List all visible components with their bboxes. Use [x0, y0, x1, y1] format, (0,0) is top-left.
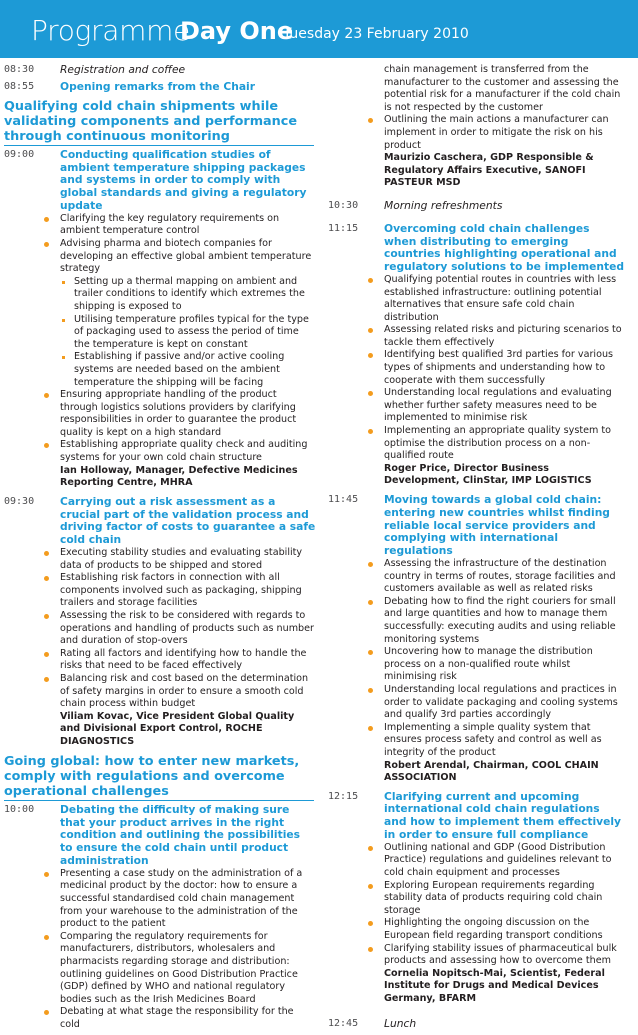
- session-1030: [324, 200, 624, 213]
- session-1000-continued: [324, 64, 624, 190]
- session-title: Carrying out a risk assessment as a crucial part of the validation process and driving factor of costs to guarantee a safe cold chain: [60, 494, 316, 547]
- bullet-list: [60, 868, 316, 1032]
- session-0855: [0, 81, 316, 94]
- session-title: Moving towards a global cold chain: entering new countries whilst finding reliable local service providers and complying with international regulations: [384, 493, 610, 558]
- bullet-item: Assessing the risk to be considered with regards to operations and handling of products such as number and duration of stop-overs: [44, 610, 316, 648]
- session-time: 10:00: [4, 803, 35, 815]
- bullet-list: [60, 547, 316, 711]
- session-title: Registration and coffee: [60, 63, 186, 76]
- bullet-item: Assessing the infrastructure of the destination country in terms of routes, storage facilities and customers available as well as related risks: [368, 558, 624, 596]
- header-day: Day One: [180, 17, 294, 45]
- speaker: Ian Holloway, Manager, Defective Medicines Reporting Centre, MHRA: [60, 464, 298, 489]
- bullet-item: Uncovering how to manage the distribution process on a non-qualified route whilst minimising risk: [368, 646, 624, 684]
- continued-text: chain management is transferred from the manufacturer to the customer and assessing the potential risk for a manufacturer if the cold chain is not respected by the customer: [384, 64, 621, 113]
- sub-item: Establishing if passive and/or active cooling systems are needed based on the ambient temperature the shipping will be facing: [60, 351, 316, 389]
- bullet-item: Clarifying the key regulatory requirements on ambient temperature control: [44, 213, 316, 238]
- bullet-item: Presenting a case study on the administration of a medicinal product by the doctor: how to ensure a successful standardised cold chain management from your warehouse to the administration of the product to the patient: [44, 868, 316, 931]
- session-0830: [0, 64, 316, 77]
- sub-list: [60, 276, 316, 389]
- bullet-item: Implementing an appropriate quality system to optimise the distribution process on a non-qualified route: [368, 425, 624, 463]
- bullet-item: Understanding local regulations and practices in order to validate packaging and cooling systems and qualify 3rd parties accordingly: [368, 684, 624, 722]
- session-title: Morning refreshments: [384, 198, 503, 212]
- session-1000: [0, 804, 316, 1032]
- session-1215: [324, 791, 624, 1006]
- bullet-item: Ensuring appropriate handling of the product through logistics solutions providers by clarifying responsibilities in order to guarantee the product quality is kept on a high standard: [44, 389, 316, 439]
- session-time: 10:30: [328, 199, 359, 211]
- left-column: [0, 64, 316, 1035]
- bullet-item: Exploring European requirements regarding stability data of products requiring cold chain storage: [368, 880, 624, 918]
- bullet-item: Debating how to find the right couriers for small and large quantities and how to manage them successfully: executing audits and using reliable monitoring systems: [368, 596, 624, 646]
- bullet-item: Outlining national and GDP (Good Distribution Practice) regulations and guidelines relevant to cold chain equipment and processes: [368, 842, 624, 880]
- header-programme: Programme: [31, 14, 190, 47]
- session-title: Opening remarks from the Chair: [60, 79, 255, 93]
- bullet-item: Balancing risk and cost based on the determination of safety margins in order to ensure a smooth cold chain process within budget: [44, 673, 316, 711]
- bullet-item: Implementing a simple quality system that ensures process safety and control as well as integrity of the product: [368, 722, 624, 760]
- section-title: Going global: how to enter new markets, comply with regulations and overcome operational challenges: [4, 754, 314, 801]
- bullet-item: Highlighting the ongoing discussion on the European field regarding transport conditions: [368, 917, 624, 942]
- bullet-list: [60, 213, 316, 465]
- session-time: 08:30: [4, 64, 35, 75]
- session-title: Lunch: [384, 1016, 417, 1030]
- header-date: Tuesday 23 February 2010: [283, 26, 469, 42]
- session-time: 08:55: [4, 80, 35, 92]
- session-title: Overcoming cold chain challenges when distributing to emerging countries highlighting operational and regulatory solutions to be implemented: [384, 221, 624, 274]
- sub-item: Utilising temperature profiles typical for the type of packaging used to assess the period of time the temperature is kept on constant: [60, 314, 316, 352]
- speaker: Roger Price, Director Business Development, ClinStar, IMP LOGISTICS: [384, 462, 592, 487]
- bullet-list: [384, 842, 624, 968]
- session-title: Clarifying current and upcoming international cold chain regulations and how to implement them effectively in order to ensure full compliance: [384, 789, 622, 842]
- bullet-item: Assessing related risks and picturing scenarios to tackle them effectively: [368, 324, 624, 349]
- sub-item: Setting up a thermal mapping on ambient and trailer conditions to identify which extremes the shipping is exposed to: [60, 276, 316, 314]
- bullet-item: [44, 238, 316, 389]
- session-time: 12:45: [328, 1017, 359, 1029]
- bullet-list: [384, 114, 624, 152]
- bullet-list: [384, 274, 624, 463]
- session-1245: [324, 1018, 624, 1031]
- session-1115: [324, 223, 624, 488]
- session-time: 09:00: [4, 148, 35, 160]
- bullet-item: Qualifying potential routes in countries with less established infrastructure: outlining potential alternatives that ensure safe cold chain distribution: [368, 274, 624, 324]
- session-0930: [0, 496, 316, 749]
- speaker: Maurizio Caschera, GDP Responsible & Regulatory Affairs Executive, SANOFI PASTEUR MSD: [384, 152, 594, 189]
- session-1145: [324, 494, 624, 785]
- bullet-item: Debating at what stage the responsibility for the cold: [44, 1006, 316, 1031]
- speaker: Cornelia Nopitsch-Mai, Scientist, Federal Institute for Drugs and Medical Devices Germany, BFARM: [384, 967, 605, 1004]
- section-title: Qualifying cold chain shipments while validating components and performance through continuous monitoring: [4, 99, 314, 146]
- session-0900: [0, 149, 316, 490]
- session-title: Debating the difficulty of making sure that your product arrives in the right condition and outlining the possibilities to ensure the cold chain until product administration: [60, 802, 300, 867]
- bullet-list: [384, 558, 624, 760]
- bullet-item: Establishing appropriate quality check and auditing systems for your own cold chain structure: [44, 439, 316, 464]
- session-time: 12:15: [328, 790, 359, 802]
- bullet-item: Identifying best qualified 3rd parties for various types of shipments and understanding how to cooperate with them successfully: [368, 349, 624, 387]
- session-time: 11:45: [328, 494, 359, 506]
- session-title: Conducting qualification studies of ambient temperature shipping packages and systems in order to comply with global standards and giving a regulatory update: [60, 147, 307, 212]
- speaker: Viliam Kovac, Vice President Global Quality and Divisional Export Control, ROCHE DIAGNOSTICS: [60, 710, 295, 747]
- bullet-item: Outlining the main actions a manufacturer can implement in order to mitigate the risk on his product: [368, 114, 624, 152]
- speaker: Robert Arendal, Chairman, COOL CHAIN ASSOCIATION: [384, 759, 599, 784]
- right-column: [324, 64, 624, 1034]
- bullet-item: Executing stability studies and evaluating stability data of products to be shipped and stored: [44, 547, 316, 572]
- page-header: [0, 0, 638, 58]
- bullet-item: Rating all factors and identifying how to handle the risks that need to be faced effectively: [44, 648, 316, 673]
- session-time: 11:15: [328, 222, 359, 234]
- bullet-item: Understanding local regulations and evaluating whether further safety measures need to be implemented to minimise risk: [368, 387, 624, 425]
- bullet-item: Clarifying stability issues of pharmaceutical bulk products and assessing how to overcome them: [368, 943, 624, 968]
- bullet-item: Comparing the regulatory requirements for manufacturers, distributors, wholesalers and pharmacists regarding storage and distribution: outlining guidelines on Good Distribution Practice (GDP) defined by WHO and national regulatory bodies such as the Irish Medicines Board: [44, 931, 316, 1007]
- bullet-item: Establishing risk factors in connection with all components involved such as packaging, shipping trailers and storage facilities: [44, 572, 316, 610]
- session-time: 09:30: [4, 495, 35, 507]
- bullet-text: Advising pharma and biotech companies for developing an effective global ambient temperature strategy: [60, 237, 312, 275]
